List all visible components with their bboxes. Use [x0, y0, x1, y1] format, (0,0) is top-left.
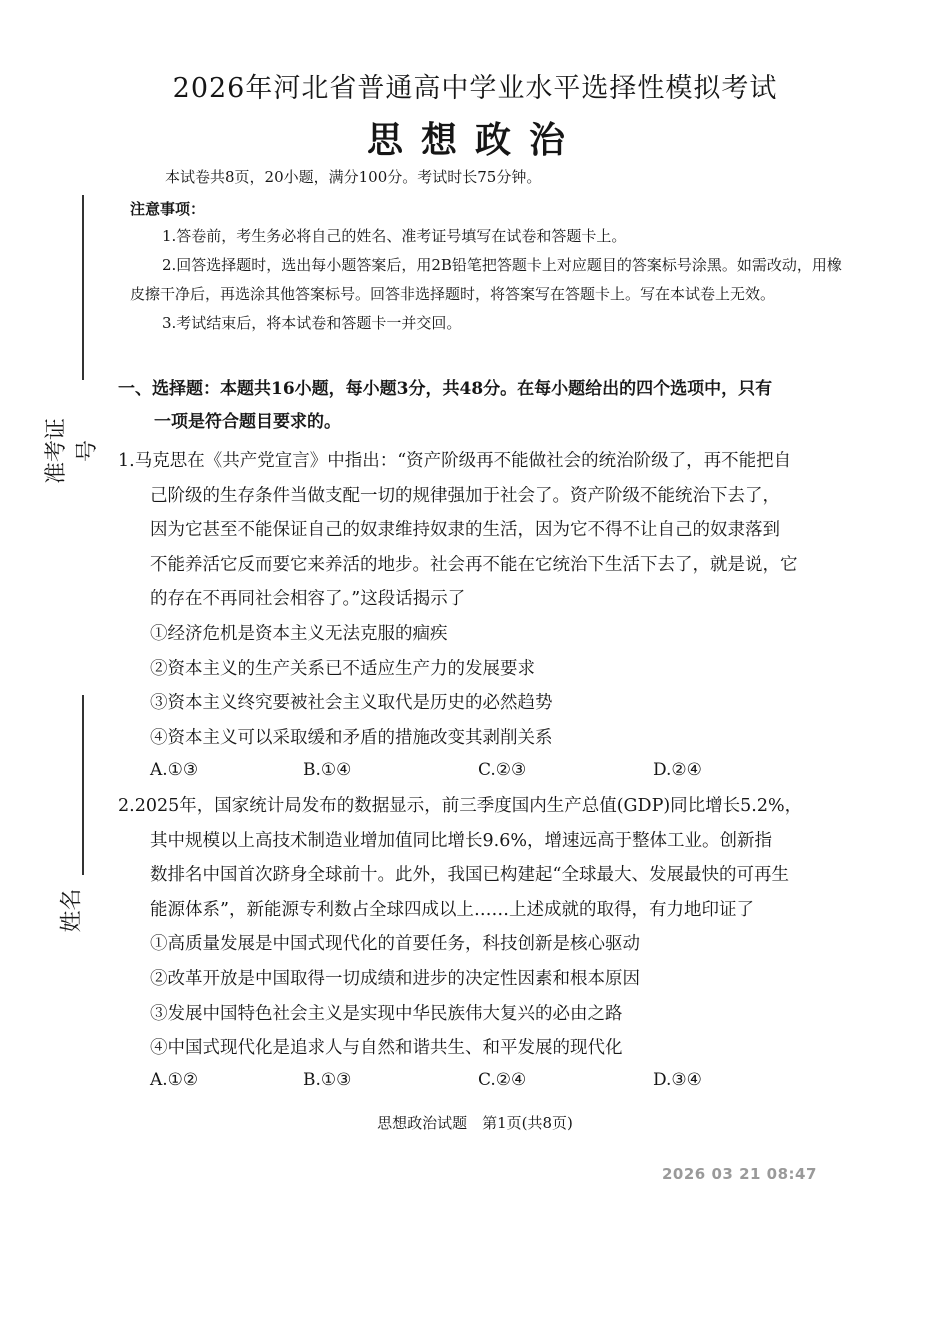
option-c: C.②③	[478, 760, 527, 780]
question-1	[118, 444, 855, 755]
question-stem-line: 因为它甚至不能保证自己的奴隶维持奴隶的生活，因为它不得不让自己的奴隶落到	[150, 520, 780, 541]
notice-item: 1.答卷前，考生务必将自己的姓名、准考证号填写在试卷和答题卡上。	[162, 227, 627, 245]
subject-title: 思想政治	[366, 119, 583, 161]
statement: ④中国式现代化是追求人与自然和谐共生、和平发展的现代化	[150, 1038, 623, 1059]
question-stem-line: 其中规模以上高技术制造业增加值同比增长9.6%，增速远高于整体工业。创新指	[150, 830, 772, 851]
exam-title: 2026年河北省普通高中学业水平选择性模拟考试	[172, 73, 778, 104]
question-stem-line: 能源体系”，新能源专利数占全球四成以上……上述成就的取得，有力地印证了	[150, 899, 754, 920]
statement: ①高质量发展是中国式现代化的首要任务，科技创新是核心驱动	[150, 934, 640, 955]
name-label: 姓名	[59, 888, 85, 933]
notice-item: 3.考试结束后，将本试卷和答题卡一并交回。	[162, 314, 462, 332]
statement: ④资本主义可以采取缓和矛盾的措施改变其剥削关系	[150, 727, 553, 748]
question-2	[118, 789, 855, 1066]
notice-heading: 注意事项：	[130, 200, 206, 218]
section-heading	[118, 373, 860, 439]
question-stem-line: 的存在不再同社会相容了。”这段话揭示了	[150, 589, 466, 610]
option-b: B.①③	[303, 1070, 352, 1090]
exam-id-line	[82, 195, 84, 380]
question-stem-line: 数排名中国首次跻身全球前十。此外，我国已构建起“全球最大、发展最快的可再生	[150, 865, 789, 886]
statement: ③发展中国特色社会主义是实现中华民族伟大复兴的必由之路	[150, 1003, 623, 1024]
question-stem-line: 己阶级的生存条件当做支配一切的规律强加于社会了。资产阶级不能统治下去了，	[150, 485, 780, 506]
option-d: D.③④	[653, 1070, 702, 1090]
option-c: C.②④	[478, 1070, 527, 1090]
statement: ②资本主义的生产关系已不适应生产力的发展要求	[150, 658, 535, 679]
option-d: D.②④	[653, 760, 702, 780]
question-stem-line: 2.2025年，国家统计局发布的数据显示，前三季度国内生产总值(GDP)同比增长5.2%，	[118, 796, 803, 816]
page-footer: 思想政治试题 第1页(共8页)	[377, 1114, 573, 1132]
name-line	[82, 695, 84, 875]
option-b: B.①④	[303, 760, 352, 780]
notice-item: 2.回答选择题时，选出每小题答案后，用2B铅笔把答题卡上对应题目的答案标号涂黑。如需改动，用橡皮擦干净后，再选涂其他答案标号。回答非选择题时，将答案写在答题卡上。写在本试卷上无效。	[130, 256, 842, 303]
statement: ③资本主义终究要被社会主义取代是历史的必然趋势	[150, 693, 553, 714]
exam-info: 本试卷共8页，20小题，满分100分。考试时长75分钟。	[165, 168, 542, 186]
section-heading-line: 一项是符合题目要求的。	[154, 412, 341, 432]
statement: ①经济危机是资本主义无法克服的痼疾	[150, 623, 448, 644]
question-stem-line: 1.马克思在《共产党宣言》中指出：“资产阶级再不能做社会的统治阶级了，再不能把自	[118, 451, 792, 471]
option-a: A.①②	[150, 1070, 199, 1090]
notice-list	[130, 222, 850, 338]
option-a: A.①③	[150, 760, 199, 780]
timestamp-stamp: 2026 03 21 08:47	[662, 1165, 817, 1183]
question-stem-line: 不能养活它反而要它来养活的地步。社会再不能在它统治下生活下去了，就是说，它	[150, 554, 798, 575]
exam-id-label: 准考证号	[44, 418, 100, 485]
section-heading-line: 一、选择题：本题共16小题，每小题3分，共48分。在每小题给出的四个选项中，只有	[118, 379, 773, 399]
statement: ②改革开放是中国取得一切成绩和进步的决定性因素和根本原因	[150, 968, 640, 989]
